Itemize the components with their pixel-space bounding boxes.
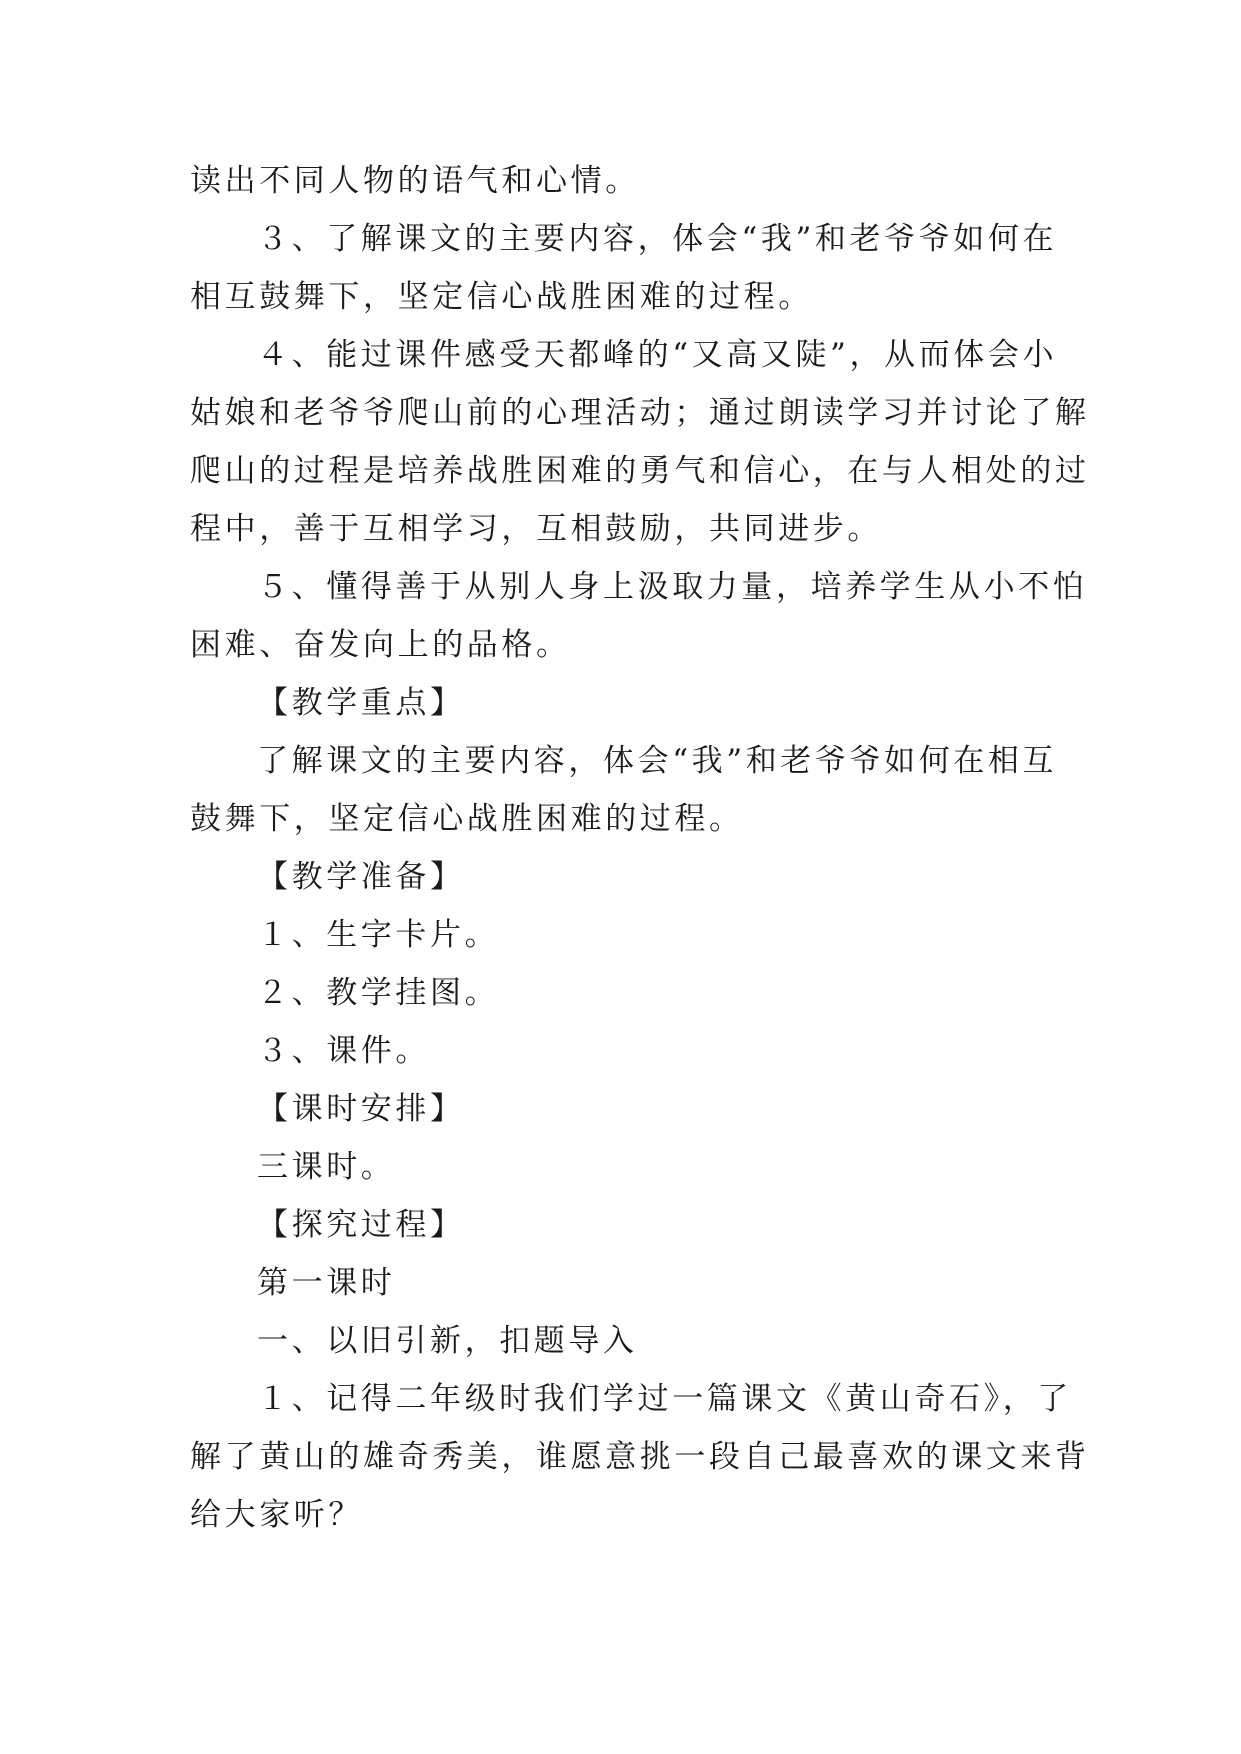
text-line: １、记得二年级时我们学过一篇课文《黄山奇石》，了 (257, 1381, 1072, 1417)
text-line: 爬山的过程是培养战胜困难的勇气和信心，在与人相处的过 (190, 453, 1090, 489)
section-heading: 【课时安排】 (257, 1091, 465, 1127)
subsection-heading: 一、以旧引新，扣题导入 (257, 1323, 638, 1359)
section-heading: 【教学重点】 (257, 685, 465, 721)
list-item: １、生字卡片。 (257, 917, 500, 953)
text-line: 相互鼓舞下，坚定信心战胜困难的过程。 (190, 279, 813, 315)
text-line: 给大家听？ (190, 1497, 363, 1533)
text-line: 程中，善于互相学习，互相鼓励，共同进步。 (190, 511, 882, 547)
list-item: ２、教学挂图。 (257, 975, 500, 1011)
list-item: ３、课件。 (257, 1033, 430, 1069)
text-line: 了解课文的主要内容，体会“我”和老爷爷如何在相互 (257, 743, 1058, 779)
text-line: 鼓舞下，坚定信心战胜困难的过程。 (190, 801, 744, 837)
text-line: ５、懂得善于从别人身上汲取力量，培养学生从小不怕 (257, 569, 1088, 605)
text-line: 姑娘和老爷爷爬山前的心理活动；通过朗读学习并讨论了解 (190, 395, 1090, 431)
document-body (190, 152, 1090, 1544)
text-line: ４、能过课件感受天都峰的“又高又陡”，从而体会小 (257, 337, 1058, 373)
subsection-heading: 第一课时 (257, 1265, 396, 1301)
section-heading: 【探究过程】 (257, 1207, 465, 1243)
text-line: 困难、奋发向上的品格。 (190, 627, 571, 663)
text-line: 三课时。 (257, 1149, 396, 1185)
text-line: 解了黄山的雄奇秀美，谁愿意挑一段自己最喜欢的课文来背 (190, 1439, 1090, 1475)
section-heading: 【教学准备】 (257, 859, 465, 895)
text-line: 读出不同人物的语气和心情。 (190, 163, 640, 199)
text-line: ３、了解课文的主要内容，体会“我”和老爷爷如何在 (257, 221, 1058, 257)
